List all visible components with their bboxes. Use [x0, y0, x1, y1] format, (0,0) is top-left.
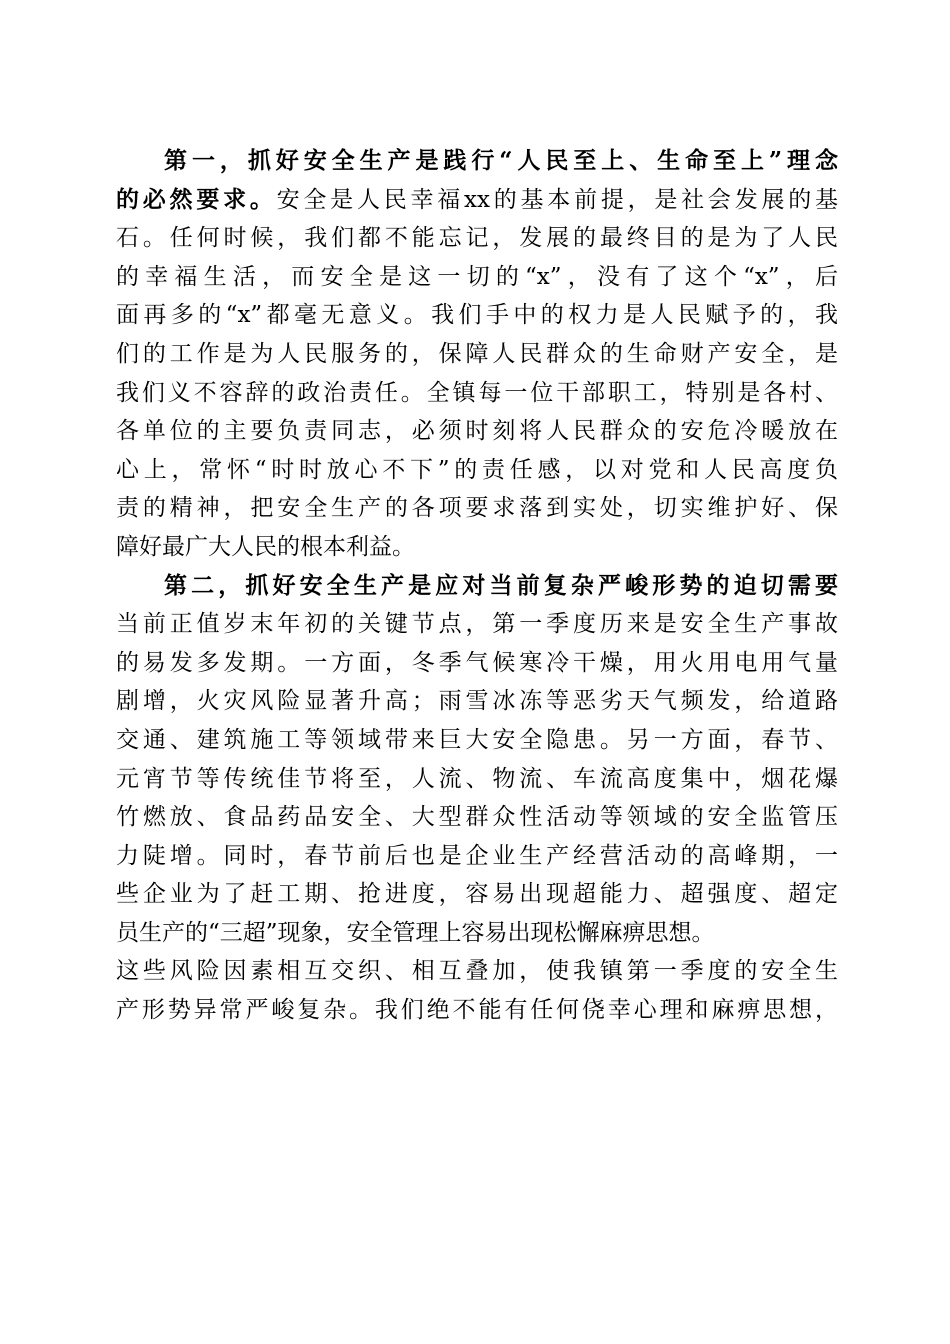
heading-line-point-one: 第一，抓好安全生产是践行“人民至上、生命至上”理念	[164, 147, 838, 174]
text-line: 各单位的主要负责同志，必须时刻将人民群众的安危冷暖放在	[116, 418, 838, 445]
text-line: 心上，常怀“时时放心不下”的责任感，以对党和人民高度负	[116, 456, 838, 483]
paragraph-point-two	[116, 567, 838, 1030]
text-line: 我们义不容辞的政治责任。全镇每一位干部职工，特别是各村、	[116, 379, 838, 406]
heading-tail: 的必然要求。	[116, 185, 277, 213]
paragraph-point-one	[116, 142, 838, 567]
document-page	[116, 142, 838, 1030]
text-line: 力陡增。同时，春节前后也是企业生产经营活动的高峰期，一	[116, 842, 838, 869]
text-line: 石。任何时候，我们都不能忘记，发展的最终目的是为了人民	[116, 225, 838, 252]
text-line: 元宵节等传统佳节将至，人流、物流、车流高度集中，烟花爆	[116, 765, 838, 792]
body-text: 安全是人民幸福xx的基本前提，是社会发展的基	[276, 186, 839, 213]
text-line: 的易发多发期。一方面，冬季气候寒冷干燥，用火用电用气量	[116, 649, 838, 676]
text-line: 竹燃放、食品药品安全、大型群众性活动等领域的安全监管压	[116, 804, 838, 831]
text-line: 剧增，火灾风险显著升高；雨雪冰冻等恶劣天气频发，给道路	[116, 688, 838, 715]
text-line: 们的工作是为人民服务的，保障人民群众的生命财产安全，是	[116, 340, 838, 367]
text-line: 交通、建筑施工等领域带来巨大安全隐患。另一方面，春节、	[116, 726, 838, 753]
text-line: 当前正值岁末年初的关键节点，第一季度历来是安全生产事故	[116, 611, 838, 638]
text-line: 障好最广大人民的根本利益。	[116, 533, 415, 560]
text-line: 的幸福生活，而安全是这一切的“x”，没有了这个“x”，后	[116, 263, 838, 290]
text-line: 责的精神，把安全生产的各项要求落到实处，切实维护好、保	[116, 495, 838, 522]
heading-line-point-two: 第二，抓好安全生产是应对当前复杂严峻形势的迫切需要	[164, 571, 838, 599]
text-line	[116, 181, 838, 220]
text-line: 产形势异常严峻复杂。我们绝不能有任何侥幸心理和麻痹思想，	[116, 997, 838, 1024]
text-line: 面再多的“x”都毫无意义。我们手中的权力是人民赋予的，我	[116, 302, 838, 329]
text-line: 这些风险因素相互交织、相互叠加，使我镇第一季度的安全生	[116, 958, 838, 985]
text-line: 些企业为了赶工期、抢进度，容易出现超能力、超强度、超定	[116, 881, 838, 908]
text-line: 员生产的“三超”现象，安全管理上容易出现松懈麻痹思想。	[116, 919, 715, 946]
